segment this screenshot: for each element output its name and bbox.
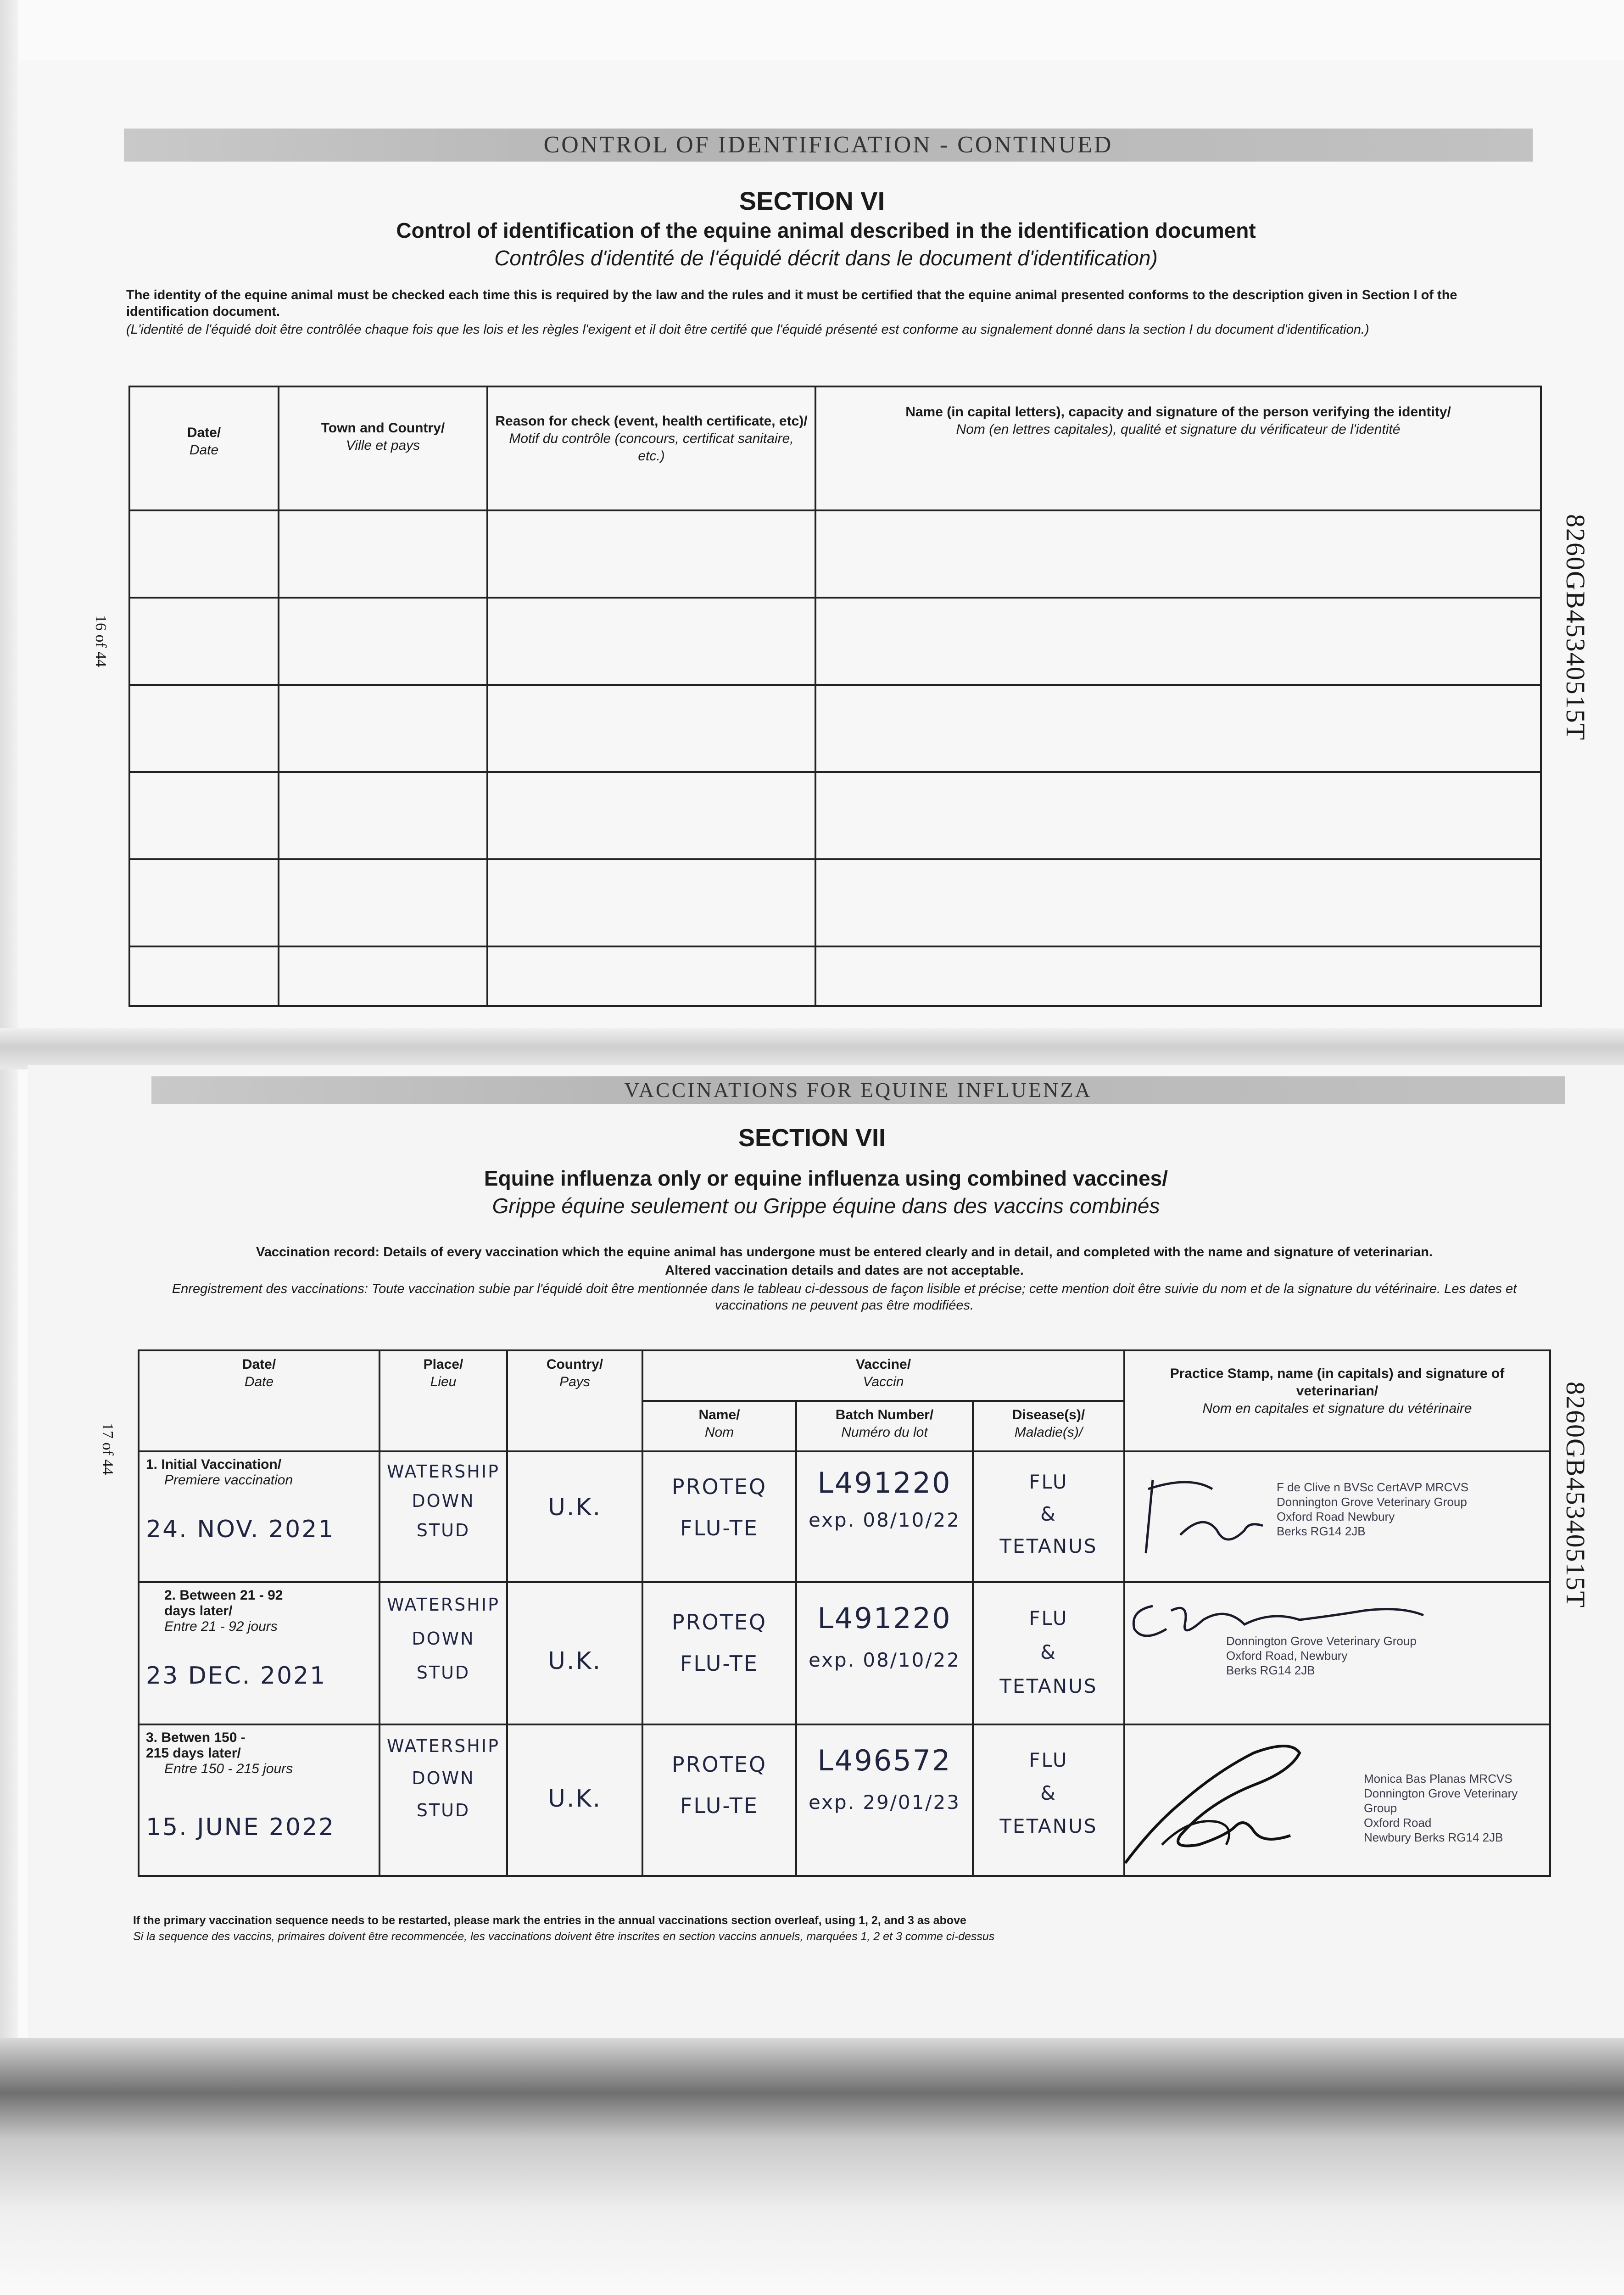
vet-signature [1116, 1735, 1309, 1872]
table-row [129, 772, 1541, 859]
table-header-row [129, 386, 1541, 510]
record-text-2: Altered vaccination details and dates are not acceptable. [665, 1263, 1024, 1278]
country-cell: U.K. [507, 1451, 642, 1582]
practice-stamp-cell [1124, 1451, 1550, 1582]
vaccination-row [139, 1451, 1550, 1582]
vaccine-name-cell: PROTEQ FLU-TE [642, 1724, 796, 1876]
col-batch-number: Batch Number/ Numéro du lot [796, 1401, 973, 1451]
section-band-label: CONTROL OF IDENTIFICATION - CONTINUED [543, 132, 1113, 158]
practice-stamp-cell [1124, 1582, 1550, 1724]
col-practice-stamp: Practice Stamp, name (in capitals) and signature of veterinarian/ Nom en capitales et signature du vétérinaire [1124, 1350, 1550, 1451]
vaccination-date-cell: 2. Between 21 - 92 days later/ Entre 21 - 92 jours 23 DEC. 2021 [139, 1582, 379, 1724]
section-band [124, 129, 1533, 162]
vaccination-row [139, 1582, 1550, 1724]
document-code: 8260GB45340515T [1561, 514, 1591, 741]
col-verifier: Name (in capital letters), capacity and signature of the person verifying the identity/ Nom (en lettres capitales), qualité et signature du vérificateur de l'identité [815, 386, 1541, 510]
identity-check-table [128, 386, 1542, 1007]
section-title: Control of identification of the equine animal described in the identification document [396, 218, 1256, 242]
intro-text: The identity of the equine animal must be checked each time this is required by the law and the rules and it must be certified that the equine animal presented conforms to the description given in Section I of the identification document. [126, 288, 1457, 319]
vaccination-date-cell: 1. Initial Vaccination/ Premiere vaccination 24. NOV. 2021 [139, 1451, 379, 1582]
section-heading: SECTION VII [738, 1124, 886, 1152]
table-row [129, 946, 1541, 1006]
handwritten-date: 15. JUNE 2022 [146, 1814, 335, 1841]
table-row [129, 859, 1541, 946]
vaccine-name-cell: PROTEQ FLU-TE [642, 1582, 796, 1724]
col-diseases: Disease(s)/ Maladie(s)/ [973, 1401, 1124, 1451]
col-vaccine: Vaccine/ Vaccin [642, 1350, 1124, 1401]
country-cell: U.K. [507, 1724, 642, 1876]
document-code: 8260GB45340515T [1561, 1382, 1591, 1608]
col-date: Date/ Date [129, 386, 279, 510]
country-cell: U.K. [507, 1582, 642, 1724]
practice-stamp-cell [1124, 1724, 1550, 1876]
disease-cell: FLU & TETANUS [973, 1724, 1124, 1876]
table-row [129, 510, 1541, 598]
col-vaccine-name: Name/ Nom [642, 1401, 796, 1451]
col-reason: Reason for check (event, health certificate, etc)/ Motif du contrôle (concours, certificat sanitaire, etc.) [487, 386, 815, 510]
vet-stamp: F de Clive n BVSc CertAVP MRCVS Donnington Grove Veterinary Group Oxford Road Newbury Berks RG14 2JB [1276, 1480, 1469, 1538]
disease-cell: FLU & TETANUS [973, 1451, 1124, 1582]
vaccination-table [138, 1349, 1551, 1877]
col-place: Place/ Lieu [379, 1350, 507, 1451]
vet-stamp: Monica Bas Planas MRCVS Donnington Grove Veterinary Group Oxford Road Newbury Berks RG14 2JB [1363, 1772, 1518, 1844]
scan-bottom-shadow [0, 2038, 1624, 2295]
vaccination-row [139, 1724, 1550, 1876]
section-title-fr: Grippe équine seulement ou Grippe équine dans des vaccins combinés [492, 1194, 1160, 1218]
handwritten-date: 24. NOV. 2021 [146, 1516, 335, 1543]
batch-cell: L496572 exp. 29/01/23 [796, 1724, 973, 1876]
section-band-label: VACCINATIONS FOR EQUINE INFLUENZA [624, 1078, 1092, 1102]
table-row [129, 598, 1541, 685]
page-number: 17 of 44 [99, 1423, 116, 1475]
place-cell: WATERSHIP DOWN STUD [379, 1724, 507, 1876]
batch-cell: L491220 exp. 08/10/22 [796, 1582, 973, 1724]
place-cell: WATERSHIP DOWN STUD [379, 1582, 507, 1724]
col-country: Country/ Pays [507, 1350, 642, 1451]
table-row [129, 685, 1541, 772]
vaccine-name-cell: PROTEQ FLU-TE [642, 1451, 796, 1582]
section-heading: SECTION VI [739, 186, 885, 215]
intro-text-fr: (L'identité de l'équidé doit être contrôlée chaque fois que les lois et les règles l'exigent et il doit être certifé que l'équidé présenté est conforme au signalement donné dans la section I du document d'identification.) [126, 322, 1369, 337]
record-text: Vaccination record: Details of every vaccination which the equine animal has undergone must be entered clearly and in detail, and completed with the name and signature of veterinarian. [256, 1245, 1433, 1259]
page-number: 16 of 44 [92, 615, 109, 667]
footer-note-fr: Si la sequence des vaccins, primaires doivent être recommencée, les vaccinations doivent être inscrites en section vaccins annuels, marquées 1, 2 et 3 comme ci-dessus [133, 1930, 995, 1943]
vet-stamp: Donnington Grove Veterinary Group Oxford Road, Newbury Berks RG14 2JB [1226, 1634, 1417, 1677]
vaccination-date-cell: 3. Betwen 150 - 215 days later/ Entre 150 - 215 jours 15. JUNE 2022 [139, 1724, 379, 1876]
handwritten-date: 23 DEC. 2021 [146, 1662, 327, 1690]
table-header-row [139, 1350, 1550, 1401]
section-title: Equine influenza only or equine influenza using combined vaccines/ [484, 1166, 1168, 1190]
section-title-fr: Contrôles d'identité de l'équidé décrit dans le document d'identification) [494, 246, 1158, 270]
record-text-fr: Enregistrement des vaccinations: Toute vaccination subie par l'équidé doit être mentionnée dans le tableau ci-dessous de façon lisible et précise; cette mention doit être suivie du nom et de la signature du vétérinaire. Les dates et vaccinations ne peuvent pas être modifiées. [172, 1282, 1517, 1313]
batch-cell: L491220 exp. 08/10/22 [796, 1451, 973, 1582]
vet-signature [1134, 1471, 1272, 1558]
place-cell: WATERSHIP DOWN STUD [379, 1451, 507, 1582]
footer-note: If the primary vaccination sequence needs to be restarted, please mark the entries in the annual vaccinations section overleaf, using 1, 2, and 3 as above [133, 1914, 966, 1927]
disease-cell: FLU & TETANUS [973, 1582, 1124, 1724]
col-town-country: Town and Country/ Ville et pays [279, 386, 487, 510]
page-fold [0, 1028, 1624, 1069]
section-band [151, 1076, 1565, 1104]
col-date: Date/ Date [139, 1350, 379, 1451]
